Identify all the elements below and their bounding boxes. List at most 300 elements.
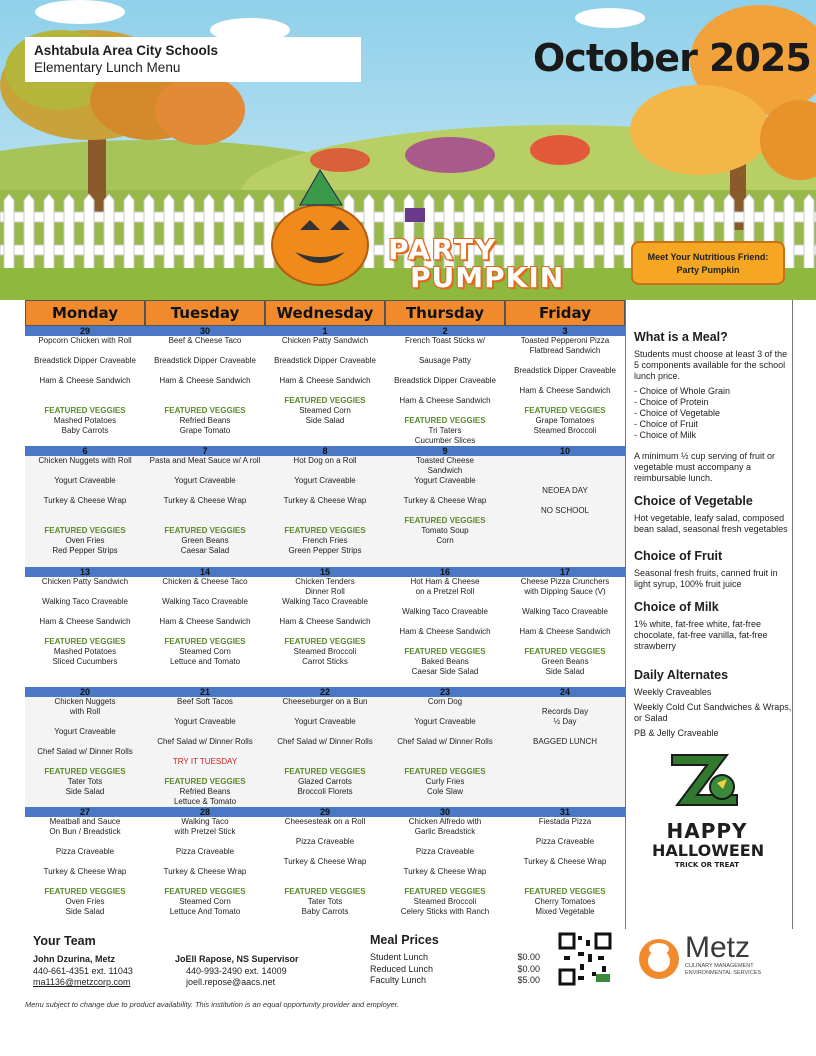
veggie-item: Green Beans <box>541 657 589 666</box>
weekday-header-row <box>25 300 625 326</box>
veggie-item: Cucumber Slices <box>414 436 476 445</box>
date-number: 1 <box>265 326 385 336</box>
menu-item: Turkey & Cheese Wrap <box>283 857 367 866</box>
menu-item: Turkey & Cheese Wrap <box>163 867 247 876</box>
veggie-item: Caesar Salad <box>180 546 230 555</box>
menu-item: Chicken Tenders <box>295 577 355 586</box>
fence-picket <box>264 194 274 270</box>
menu-item: with Dipping Sauce (V) <box>524 587 606 596</box>
veggie-item: Red Pepper Strips <box>52 546 118 555</box>
spacer <box>148 516 262 526</box>
spacer <box>28 366 142 376</box>
spacer <box>388 757 502 767</box>
menu-item: Dinner Roll <box>305 587 345 596</box>
spacer <box>148 386 262 396</box>
fence-picket <box>124 194 134 270</box>
party-pumpkin-logo <box>388 233 565 294</box>
spacer <box>388 617 502 627</box>
spacer <box>268 366 382 376</box>
day-cell <box>385 807 505 929</box>
menu-item: Cheeseburger on a Bun <box>282 697 368 706</box>
price-value: $5.00 <box>517 975 540 985</box>
day-cell <box>265 326 385 446</box>
menu-item: Ham & Cheese Sandwich <box>279 617 371 626</box>
happy-halloween-logo <box>652 819 765 870</box>
veggie-item: Corn <box>436 536 454 545</box>
spacer <box>268 847 382 857</box>
spacer <box>148 396 262 406</box>
day-cell <box>505 807 625 929</box>
contact-name: JoEll Rapose, NS Supervisor <box>175 954 299 964</box>
menu-item: Yogurt Craveable <box>174 476 236 485</box>
spacer <box>508 597 622 607</box>
spacer <box>28 607 142 617</box>
date-number: 22 <box>265 687 385 697</box>
veggie-item: Green Beans <box>181 536 229 545</box>
date-number: 8 <box>265 446 385 456</box>
day-cell <box>505 567 625 687</box>
featured-veggies-label: FEATURED VEGGIES <box>524 887 606 896</box>
fence-picket <box>584 194 594 270</box>
spacer <box>148 767 262 777</box>
spacer <box>508 697 622 707</box>
featured-veggies-label: FEATURED VEGGIES <box>284 526 366 535</box>
spacer <box>268 757 382 767</box>
veggie-item: Steamed Corn <box>179 647 231 656</box>
menu-item: Toasted Pepperoni Pizza <box>520 336 610 345</box>
veggie-item: Baby Carrots <box>301 907 349 916</box>
menu-item: Turkey & Cheese Wrap <box>523 857 607 866</box>
menu-item: with Pretzel Stick <box>174 827 236 836</box>
spacer <box>388 346 502 356</box>
date-number: 16 <box>385 567 505 577</box>
spacer <box>28 717 142 727</box>
spacer <box>28 837 142 847</box>
spacer <box>508 456 622 466</box>
spacer <box>148 466 262 476</box>
spacer <box>28 737 142 747</box>
menu-item: Chef Salad w/ Dinner Rolls <box>277 737 373 746</box>
contact-name: John Dzurina, Metz <box>33 954 116 964</box>
spacer <box>148 877 262 887</box>
price-row <box>370 975 540 987</box>
veggie-item: Glazed Carrots <box>298 777 352 786</box>
fence-picket <box>164 194 174 270</box>
menu-item: Ham & Cheese Sandwich <box>159 376 251 385</box>
spacer <box>28 877 142 887</box>
component-item: - Choice of Milk <box>634 430 697 440</box>
featured-veggies-label: FEATURED VEGGIES <box>284 396 366 405</box>
fence-picket <box>24 194 34 270</box>
spacer <box>508 476 622 486</box>
spacer <box>268 516 382 526</box>
veggie-item: Tater Tots <box>307 897 343 906</box>
featured-veggies-label: FEATURED VEGGIES <box>164 526 246 535</box>
week-row <box>25 567 625 687</box>
spacer <box>388 747 502 757</box>
veggie-item: Side Salad <box>65 787 105 796</box>
alternate-item: Weekly Cold Cut Sandwiches & Wraps, or Salad <box>634 702 792 723</box>
spacer <box>268 827 382 837</box>
menu-item: Breadstick Dipper Craveable <box>274 356 376 365</box>
spacer <box>268 386 382 396</box>
district-name: Ashtabula Area City Schools <box>34 43 219 58</box>
component-item: - Choice of Whole Grain <box>634 386 731 396</box>
veggie-item: Green Pepper Strips <box>288 546 362 555</box>
date-number: 13 <box>25 567 145 577</box>
fence-picket <box>604 194 614 270</box>
veggie-item: Broccoli Florets <box>297 787 353 796</box>
menu-item: Chef Salad w/ Dinner Rolls <box>37 747 133 756</box>
menu-item: Flatbread Sandwich <box>529 346 601 355</box>
veggie-item: Cole Slaw <box>426 787 463 796</box>
menu-item: Beef & Cheese Taco <box>168 336 242 345</box>
menu-item: Yogurt Craveable <box>294 717 356 726</box>
date-number: 14 <box>145 567 265 577</box>
spacer <box>388 366 502 376</box>
fence-picket <box>564 194 574 270</box>
component-item: - Choice of Fruit <box>634 419 699 429</box>
veggie-item: Mashed Potatoes <box>53 647 117 656</box>
featured-veggies-label: FEATURED VEGGIES <box>404 887 486 896</box>
menu-item: Pizza Craveable <box>175 847 235 856</box>
pumpkin-word: PUMPKIN <box>410 261 565 294</box>
fruit-title: Choice of Fruit <box>634 549 723 563</box>
menu-item: Breadstick Dipper Craveable <box>394 376 496 385</box>
menu-item: Yogurt Craveable <box>414 717 476 726</box>
featured-veggies-label: FEATURED VEGGIES <box>44 526 126 535</box>
day-cell <box>505 687 625 807</box>
menu-item: Walking Taco <box>181 817 229 826</box>
spacer <box>388 707 502 717</box>
featured-veggies-label: FEATURED VEGGIES <box>164 406 246 415</box>
menu-item: Sausage Patty <box>418 356 472 365</box>
alternate-item: PB & Jelly Craveable <box>634 728 719 738</box>
menu-item: Chicken Nuggets <box>54 697 116 706</box>
menu-item: Turkey & Cheese Wrap <box>43 496 127 505</box>
spacer <box>28 516 142 526</box>
featured-veggies-label: FEATURED VEGGIES <box>404 767 486 776</box>
veggie-item: Carrot Sticks <box>302 657 348 666</box>
trick-or-treat: TRICK OR TREAT <box>674 861 740 869</box>
friend-line-1: Meet Your Nutritious Friend: <box>647 252 769 262</box>
spacer <box>268 627 382 637</box>
veggie-item: Tomato Soup <box>421 526 469 535</box>
day-cell <box>25 567 145 687</box>
spacer <box>148 486 262 496</box>
price-label: Faculty Lunch <box>370 975 427 985</box>
menu-item: Pasta and Meat Sauce w/ A roll <box>149 456 261 465</box>
spacer <box>388 727 502 737</box>
vegetable-title: Choice of Vegetable <box>634 494 753 508</box>
day-cell <box>505 446 625 567</box>
menu-item: Pizza Craveable <box>295 837 355 846</box>
menu-item: Turkey & Cheese Wrap <box>43 867 127 876</box>
menu-item: Chicken Nuggets with Roll <box>38 456 132 465</box>
menu-item: Chef Salad w/ Dinner Rolls <box>397 737 493 746</box>
spacer <box>148 366 262 376</box>
price-row <box>370 964 540 976</box>
veggie-item: Side Salad <box>305 416 345 425</box>
team-contact-2 <box>175 954 299 989</box>
menu-item: Breadstick Dipper Craveable <box>514 366 616 375</box>
menu-item: Meatball and Sauce <box>49 817 121 826</box>
menu-item: Popcorn Chicken with Roll <box>38 336 132 345</box>
menu-item: Yogurt Craveable <box>54 476 116 485</box>
menu-item: Walking Taco Craveable <box>282 597 368 606</box>
meal-text: Students must choose at least 3 of the 5 components available for the school lunch price. <box>634 349 788 381</box>
menu-item: Ham & Cheese Sandwich <box>39 376 131 385</box>
spacer <box>28 857 142 867</box>
milk-text: 1% white, fat-free white, fat-free chocolate, fat-free vanilla, fat-free strawberry <box>634 619 768 651</box>
menu-item: Ham & Cheese Sandwich <box>39 617 131 626</box>
day-cell <box>265 687 385 807</box>
date-number: 29 <box>25 326 145 336</box>
component-item: - Choice of Protein <box>634 397 709 407</box>
menu-item: with Roll <box>69 707 101 716</box>
day-cell <box>385 326 505 446</box>
featured-veggies-label: FEATURED VEGGIES <box>284 637 366 646</box>
featured-veggies-label: FEATURED VEGGIES <box>524 647 606 656</box>
day-cell <box>145 807 265 929</box>
veggie-item: Steamed Broccoli <box>533 426 597 435</box>
veggie-item: Steamed Corn <box>299 406 351 415</box>
veggie-item: Mashed Potatoes <box>53 416 117 425</box>
day-cell <box>265 807 385 929</box>
menu-item: NO SCHOOL <box>540 506 589 515</box>
menu-item: Breadstick Dipper Craveable <box>154 356 256 365</box>
contact-email[interactable]: ma1136@metzcorp.com <box>33 977 131 987</box>
spacer <box>268 747 382 757</box>
menu-item: Fiestada Pizza <box>538 817 592 826</box>
menu-item: Ham & Cheese Sandwich <box>159 617 251 626</box>
fence-picket <box>204 194 214 270</box>
menu-item: Toasted Cheese <box>416 456 474 465</box>
date-number: 21 <box>145 687 265 697</box>
week-row <box>25 807 625 929</box>
day-cell <box>145 687 265 807</box>
spacer <box>508 496 622 506</box>
veggie-item: Steamed Broccoli <box>293 647 357 656</box>
spacer <box>388 637 502 647</box>
spacer <box>268 607 382 617</box>
featured-veggies-label: FEATURED VEGGIES <box>404 647 486 656</box>
featured-veggies-label: FEATURED VEGGIES <box>404 516 486 525</box>
fence-picket <box>144 194 154 270</box>
spacer <box>508 847 622 857</box>
spacer <box>388 877 502 887</box>
spacer <box>388 406 502 416</box>
veggie-item: Steamed Broccoli <box>413 897 477 906</box>
spacer <box>148 607 262 617</box>
metz-subtitle-2: ENVIRONMENTAL SERVICES <box>685 970 761 976</box>
spacer <box>148 587 262 597</box>
featured-veggies-label: FEATURED VEGGIES <box>44 767 126 776</box>
veggie-item: Tri Taters <box>428 426 462 435</box>
nutritious-friend-badge <box>631 241 785 285</box>
menu-item: Chef Salad w/ Dinner Rolls <box>157 737 253 746</box>
menu-item: Walking Taco Craveable <box>162 597 248 606</box>
spacer <box>508 727 622 737</box>
spacer <box>28 396 142 406</box>
half-cup-note: A minimum ½ cup serving of fruit or vegetable must accompany a reimbursable lunch. <box>634 451 776 483</box>
spacer <box>268 707 382 717</box>
contact-email[interactable]: joell.repose@aacs.net <box>186 977 276 987</box>
meal-title: What is a Meal? <box>634 330 728 344</box>
weekday-header: Monday <box>25 300 145 326</box>
veggie-item: Oven Fries <box>65 536 105 545</box>
spacer <box>268 506 382 516</box>
contact-phone: 440-661-4351 ext. 11043 <box>33 965 133 976</box>
contact-phone: 440-993-2490 ext. 14009 <box>186 965 287 976</box>
fence-picket <box>784 194 794 270</box>
fence-picket <box>184 194 194 270</box>
menu-item: Pizza Craveable <box>415 847 475 856</box>
metz-wordmark: Metz <box>685 931 751 964</box>
month-title: October 2025 <box>533 36 811 80</box>
menu-item: Ham & Cheese Sandwich <box>399 627 491 636</box>
menu-item: Corn Dog <box>427 697 463 706</box>
menu-item: Ham & Cheese Sandwich <box>519 386 611 395</box>
spacer <box>268 727 382 737</box>
veggie-item: Grape Tomato <box>179 426 231 435</box>
featured-veggies-label: FEATURED VEGGIES <box>44 406 126 415</box>
date-number: 6 <box>25 446 145 456</box>
components-list <box>634 386 792 441</box>
menu-item: ½ Day <box>553 717 577 726</box>
menu-item: Cheese Pizza Crunchers <box>520 577 610 586</box>
weekday-header: Thursday <box>385 300 505 326</box>
veggie-item: Curly Fries <box>425 777 465 786</box>
week-row <box>25 446 625 567</box>
featured-veggies-label: FEATURED VEGGIES <box>524 406 606 415</box>
spacer <box>508 376 622 386</box>
weekday-header: Tuesday <box>145 300 265 326</box>
veggie-item: Side Salad <box>545 667 585 676</box>
try-it-tuesday-label: TRY IT TUESDAY <box>172 757 238 766</box>
day-cell <box>265 446 385 567</box>
spacer <box>388 386 502 396</box>
menu-item: Turkey & Cheese Wrap <box>283 496 367 505</box>
date-number: 3 <box>505 326 625 336</box>
menu-item: Yogurt Craveable <box>414 476 476 485</box>
team-contact-1 <box>33 954 133 989</box>
spacer <box>28 386 142 396</box>
spacer <box>28 486 142 496</box>
spacer <box>148 837 262 847</box>
fence-picket <box>804 194 814 270</box>
qr-code-icon[interactable] <box>558 932 612 986</box>
fence-picket <box>64 194 74 270</box>
menu-item: Ham & Cheese Sandwich <box>519 627 611 636</box>
veggie-item: Baby Carrots <box>61 426 109 435</box>
date-number: 30 <box>145 326 265 336</box>
veggie-item: Side Salad <box>65 907 105 916</box>
menu-item: Breadstick Dipper Craveable <box>34 356 136 365</box>
spacer <box>388 597 502 607</box>
date-number: 2 <box>385 326 505 336</box>
spacer <box>508 396 622 406</box>
veggie-item: Refried Beans <box>179 416 231 425</box>
featured-veggies-label: FEATURED VEGGIES <box>284 767 366 776</box>
menu-item: NEOEA DAY <box>542 486 588 495</box>
veggie-item: Sliced Cucumbers <box>52 657 118 666</box>
menu-item: Beef Soft Tacos <box>177 697 233 706</box>
fence-picket <box>44 194 54 270</box>
friend-line-2: Party Pumpkin <box>676 265 740 275</box>
date-number: 20 <box>25 687 145 697</box>
veggie-item: Cherry Tomatoes <box>534 897 596 906</box>
spacer <box>388 837 502 847</box>
hero-banner <box>0 0 816 300</box>
menu-item: Pizza Craveable <box>535 837 595 846</box>
veggie-item: Steamed Corn <box>179 897 231 906</box>
menu-item: Turkey & Cheese Wrap <box>403 867 487 876</box>
menu-item: Yogurt Craveable <box>174 717 236 726</box>
featured-veggies-label: FEATURED VEGGIES <box>44 637 126 646</box>
spacer <box>388 486 502 496</box>
spacer <box>268 867 382 877</box>
weekday-header: Wednesday <box>265 300 385 326</box>
veggie-item: Lettuce And Tomato <box>169 907 241 916</box>
spacer <box>388 506 502 516</box>
fence-picket <box>84 194 94 270</box>
menu-item: French Toast Sticks w/ <box>405 336 485 345</box>
menu-item: On Bun / Breadstick <box>49 827 121 836</box>
day-cell <box>145 446 265 567</box>
fence-picket <box>4 194 14 270</box>
menu-item: Cheesesteak on a Roll <box>284 817 366 826</box>
spacer <box>148 506 262 516</box>
price-label: Reduced Lunch <box>370 963 434 974</box>
date-number: 27 <box>25 807 145 817</box>
menu-item: Chicken & Cheese Taco <box>162 577 248 586</box>
spacer <box>148 346 262 356</box>
vegetable-text: Hot vegetable, leafy salad, composed bean salad, seasonal fresh vegetables <box>634 513 788 534</box>
spacer <box>28 587 142 597</box>
day-cell <box>385 446 505 567</box>
menu-item: Chicken Patty Sandwich <box>41 577 129 586</box>
spacer <box>508 466 622 476</box>
menu-item: Walking Taco Craveable <box>522 607 608 616</box>
menu-item: Records Day <box>541 707 589 716</box>
menu-item: Pizza Craveable <box>55 847 115 856</box>
veggie-item: Grape Tomatoes <box>535 416 595 425</box>
team-title: Your Team <box>33 934 96 948</box>
menu-item: Walking Taco Craveable <box>42 597 128 606</box>
date-number: 24 <box>505 687 625 697</box>
footer <box>25 929 793 999</box>
component-item: - Choice of Vegetable <box>634 408 721 418</box>
price-list <box>370 952 540 987</box>
price-row <box>370 952 540 964</box>
alternates-title: Daily Alternates <box>634 668 729 682</box>
fence-picket <box>244 194 254 270</box>
date-number: 28 <box>145 807 265 817</box>
featured-veggies-label: FEATURED VEGGIES <box>164 777 246 786</box>
menu-item: Garlic Breadstick <box>414 827 476 836</box>
price-value: $0.00 <box>517 952 540 962</box>
fence-picket <box>224 194 234 270</box>
spacer <box>508 637 622 647</box>
prices-title: Meal Prices <box>370 933 439 947</box>
day-cell <box>505 326 625 446</box>
spacer <box>148 857 262 867</box>
spacer <box>28 466 142 476</box>
spacer <box>388 857 502 867</box>
spacer <box>148 627 262 637</box>
date-number: 10 <box>505 446 625 456</box>
